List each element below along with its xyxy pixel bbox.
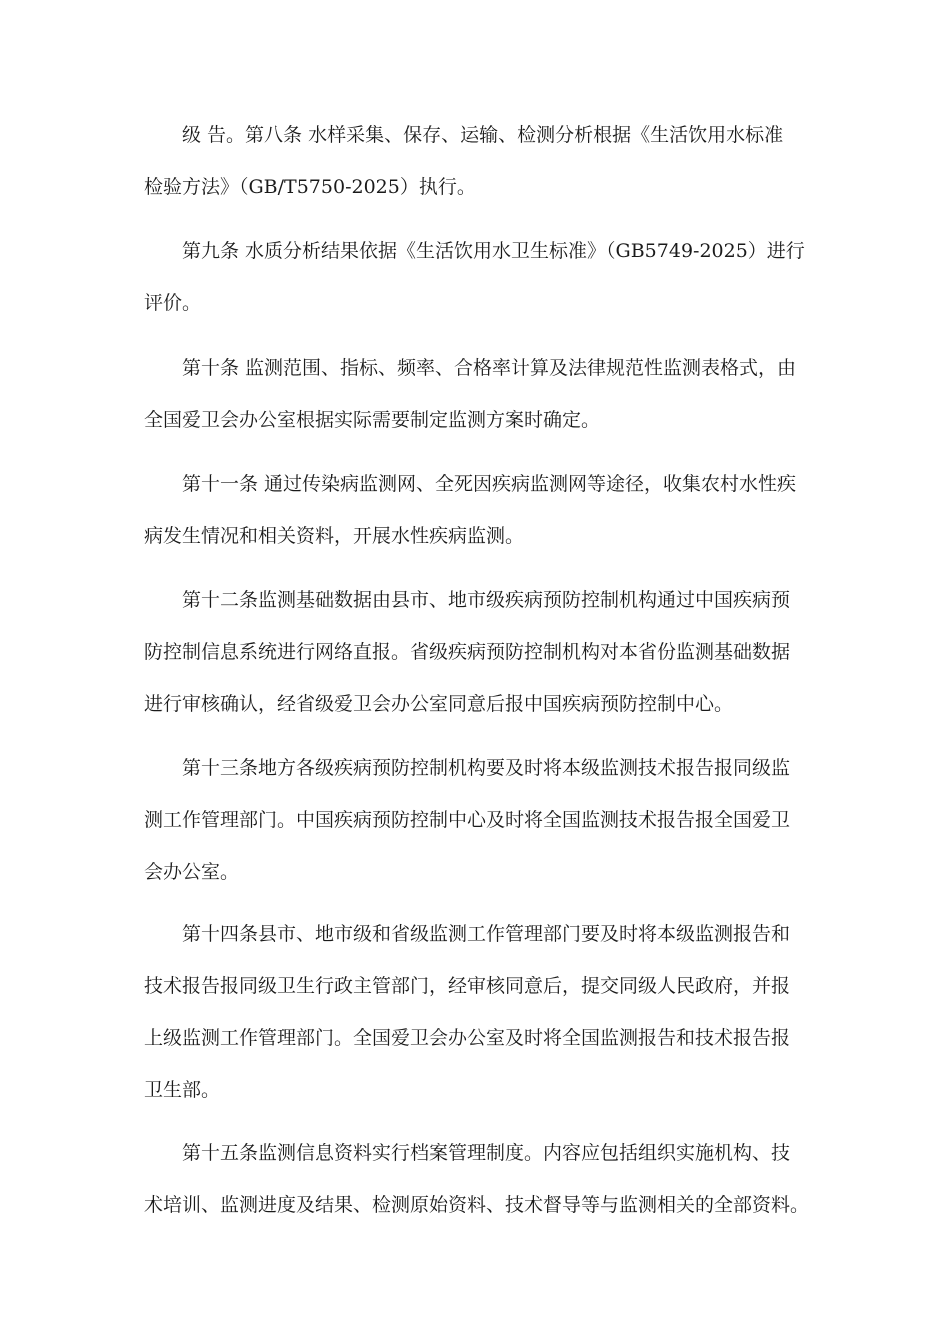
- text-line: 第十五条监测信息资料实行档案管理制度。内容应包括组织实施机构、技: [182, 1142, 791, 1164]
- text-line: 技术报告报同级卫生行政主管部门，经审核同意后，提交同级人民政府，并报: [144, 975, 791, 997]
- text-line: 进行审核确认，经省级爱卫会办公室同意后报中国疾病预防控制中心。: [144, 693, 734, 715]
- text-line: 第十一条 通过传染病监测网、全死因疾病监测网等途径，收集农村水性疾: [182, 473, 797, 495]
- text-line: 第十二条监测基础数据由县市、地市级疾病预防控制机构通过中国疾病预: [182, 589, 791, 611]
- paragraph-article-11: [144, 468, 814, 553]
- paragraph-article-12: [144, 584, 814, 721]
- text-line: 第十四条县市、地市级和省级监测工作管理部门要及时将本级监测报告和: [182, 923, 791, 945]
- text-line: 检验方法》（GB/T5750-2025）执行。: [144, 176, 476, 198]
- paragraph-article-13: [144, 752, 814, 889]
- paragraph-article-9: [144, 235, 814, 320]
- text-line: 防控制信息系统进行网络直报。省级疾病预防控制机构对本省份监测基础数据: [144, 641, 791, 663]
- paragraph-article-14: [144, 918, 814, 1107]
- text-line: 第十条 监测范围、指标、频率、合格率计算及法律规范性监测表格式，由: [182, 357, 797, 379]
- text-line: 卫生部。: [144, 1079, 221, 1101]
- text-line: 全国爱卫会办公室根据实际需要制定监测方案时确定。: [144, 409, 601, 431]
- paragraph-article-8: [144, 119, 814, 204]
- text-line: 第九条 水质分析结果依据《生活饮用水卫生标准》（GB5749-2025）进行: [182, 240, 805, 262]
- paragraph-article-15: [144, 1137, 814, 1222]
- text-line: 级 告。第八条 水样采集、保存、运输、检测分析根据《生活饮用水标准: [182, 124, 784, 146]
- text-line: 评价。: [144, 292, 202, 314]
- text-line: 测工作管理部门。中国疾病预防控制中心及时将全国监测技术报告报全国爱卫: [144, 809, 791, 831]
- text-line: 第十三条地方各级疾病预防控制机构要及时将本级监测技术报告报同级监: [182, 757, 791, 779]
- paragraph-article-10: [144, 352, 814, 437]
- text-line: 术培训、监测进度及结果、检测原始资料、技术督导等与监测相关的全部资料。: [144, 1194, 810, 1216]
- text-line: 上级监测工作管理部门。全国爱卫会办公室及时将全国监测报告和技术报告报: [144, 1027, 791, 1049]
- text-line: 会办公室。: [144, 861, 240, 883]
- text-line: 病发生情况和相关资料，开展水性疾病监测。: [144, 525, 525, 547]
